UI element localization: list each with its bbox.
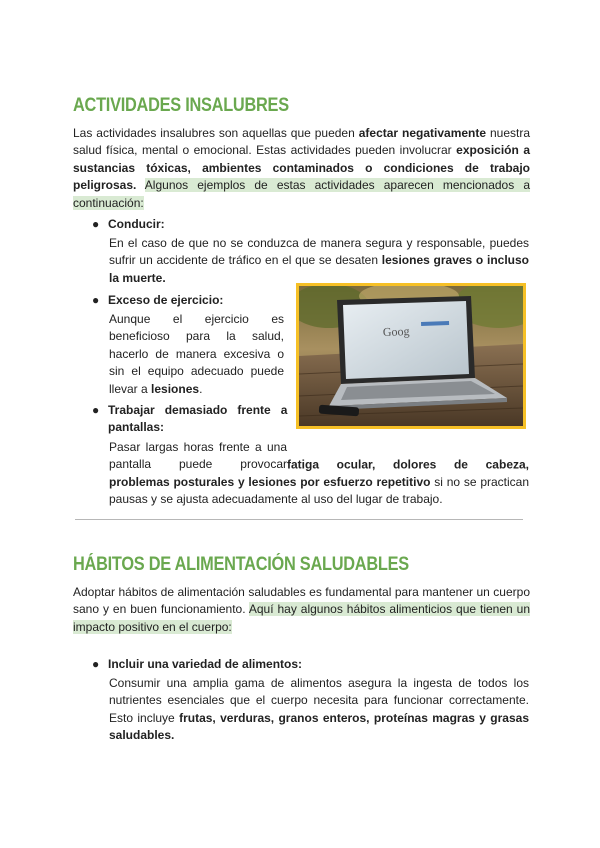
intro-highlight: Algunos ejemplos de estas actividades aparecen mencionados a continuación:: [73, 178, 530, 210]
section2-intro: Adoptar hábitos de alimentación saludables es fundamental para mantener un cuerpo sano y en buen funcionamiento. Aquí hay algunos hábitos alimenticios que tienen un impacto positivo en el cuerpo:: [73, 585, 530, 634]
svg-text:Goog: Goog: [382, 324, 410, 339]
bullet-dot-icon: ●: [92, 217, 100, 231]
bullet-pantallas: ● Trabajar demasiado frente a pantallas:: [92, 403, 288, 435]
section-heading-actividades: ACTIVIDADES INSALUBRES: [73, 95, 289, 116]
laptop-image-icon: [299, 286, 523, 426]
bullet-pantallas-text: Pasar largas horas frente a una pantalla puede provocarfatiga ocular, dolores de cabeza, problemas posturales y lesiones por esfuerzo repetitivo si no se practican pausas y se ajusta adecuadamente al uso del lugar de trabajo.: [109, 440, 530, 507]
section-heading-habitos: HÁBITOS DE ALIMENTACIÓN SALUDABLES: [73, 554, 409, 575]
bullet-dot-icon: ●: [92, 293, 100, 307]
bullet-conducir-text: En el caso de que no se conduzca de manera segura y responsable, puedes sufrir un accidente de tráfico en el que se desaten lesiones graves o incluso la muerte.: [109, 236, 529, 285]
bullet-dot-icon: ●: [92, 403, 100, 417]
laptop-photo: [296, 283, 526, 429]
intro-highlight: Aquí hay algunos hábitos alimenticios que tienen un impacto positivo en el cuerpo:: [73, 602, 530, 634]
bullet-exceso-text: Aunque el ejercicio es beneficioso para la salud, hacerlo de manera excesiva o sin el equipo adecuado puede llevar a lesiones.: [109, 312, 284, 396]
section-divider: [75, 519, 523, 520]
bullet-variedad-alimentos: ● Incluir una variedad de alimentos:: [92, 656, 302, 673]
section1-intro: Las actividades insalubres son aquellas que pueden afectar negativamente nuestra salud física, mental o emocional. Estas actividades pueden involucrar exposición a sustancias tóxicas, ambientes contaminados o condiciones de trabajo peligrosas. Algunos ejemplos de estas actividades aparecen mencionados a continuación:: [73, 126, 531, 210]
bullet-exceso-ejercicio: ● Exceso de ejercicio:: [92, 292, 223, 309]
bullet-variedad-text: Consumir una amplia gama de alimentos asegura la ingesta de todos los nutrientes esenciales que el cuerpo necesita para funcionar correctamente. Esto incluye frutas, verduras, granos enteros, proteínas magras y grasas saludables.: [109, 676, 529, 743]
bullet-conducir: ● Conducir:: [92, 216, 165, 233]
bullet-dot-icon: ●: [92, 657, 100, 671]
